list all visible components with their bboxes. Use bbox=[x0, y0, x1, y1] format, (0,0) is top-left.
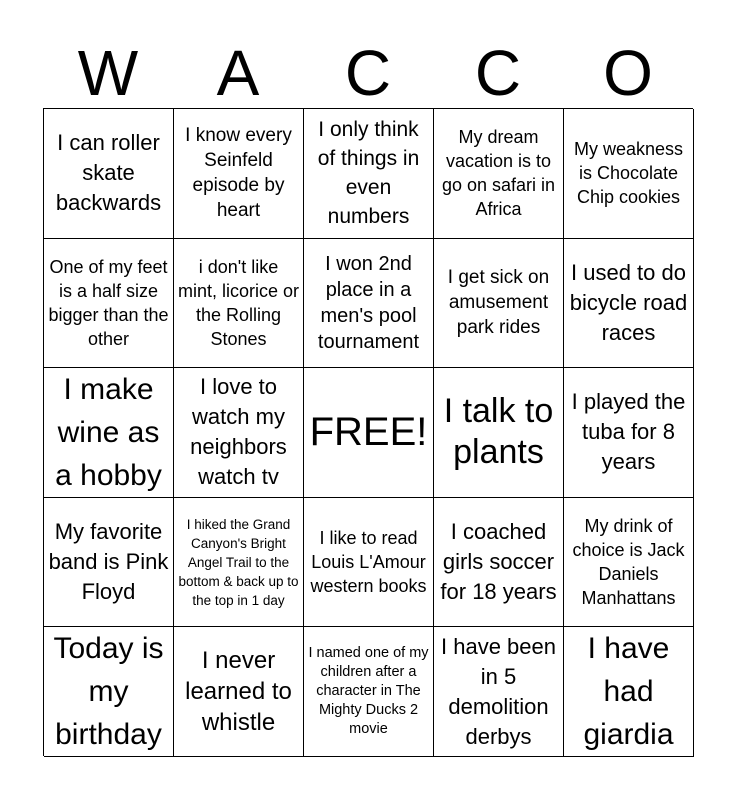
bingo-cell[interactable] bbox=[174, 239, 304, 369]
bingo-cell[interactable] bbox=[564, 109, 694, 239]
bingo-cell[interactable] bbox=[564, 627, 694, 757]
cell-text: I like to read Louis L'Amour western books bbox=[310, 528, 427, 597]
cell-text: I hiked the Grand Canyon's Bright Angel Trail to the bottom & back up to the top in 1 day bbox=[178, 516, 299, 608]
bingo-board bbox=[43, 108, 693, 756]
header-letter-c: C bbox=[344, 37, 392, 109]
cell-text: I can roller skate backwards bbox=[55, 130, 162, 216]
bingo-cell[interactable] bbox=[564, 239, 694, 369]
bingo-cell[interactable] bbox=[434, 368, 564, 498]
cell-text: I have had giardia bbox=[583, 632, 674, 752]
bingo-header bbox=[43, 38, 693, 108]
bingo-cell[interactable] bbox=[304, 239, 434, 369]
cell-text: My dream vacation is to go on safari in Africa bbox=[441, 127, 556, 220]
cell-text: I won 2nd place in a men's pool tournament bbox=[317, 252, 420, 353]
cell-text: I know every Seinfeld episode by heart bbox=[185, 125, 292, 222]
header-letter-a: A bbox=[216, 37, 260, 109]
cell-text: My weakness is Chocolate Chip cookies bbox=[573, 139, 684, 208]
cell-text: I only think of things in even numbers bbox=[317, 118, 420, 229]
bingo-cell[interactable] bbox=[44, 239, 174, 369]
bingo-cell[interactable] bbox=[434, 627, 564, 757]
cell-text: I never learned to whistle bbox=[185, 647, 292, 737]
bingo-cell[interactable] bbox=[174, 368, 304, 498]
cell-text: I named one of my children after a character in The Mighty Ducks 2 movie bbox=[308, 645, 429, 738]
cell-text: Today is my birthday bbox=[53, 632, 164, 752]
cell-text: I played the tuba for 8 years bbox=[571, 389, 686, 475]
free-space[interactable] bbox=[304, 368, 434, 498]
header-letter-c-2: C bbox=[474, 37, 522, 109]
bingo-cell[interactable] bbox=[304, 498, 434, 628]
bingo-cell[interactable] bbox=[304, 109, 434, 239]
cell-text: I have been in 5 demolition derbys bbox=[441, 633, 556, 749]
cell-text: One of my feet is a half size bigger than the other bbox=[48, 256, 169, 349]
cell-text: I love to watch my neighbors watch tv bbox=[190, 374, 287, 490]
free-space-label: FREE! bbox=[309, 410, 428, 455]
header-letter-o: O bbox=[603, 37, 653, 109]
bingo-cell[interactable] bbox=[174, 498, 304, 628]
cell-text: My favorite band is Pink Floyd bbox=[48, 519, 169, 605]
bingo-cell[interactable] bbox=[44, 368, 174, 498]
cell-text: I coached girls soccer for 18 years bbox=[440, 519, 557, 605]
cell-text: I talk to plants bbox=[443, 392, 554, 472]
bingo-cell[interactable] bbox=[44, 109, 174, 239]
bingo-cell[interactable] bbox=[44, 627, 174, 757]
bingo-cell[interactable] bbox=[44, 498, 174, 628]
cell-text: I get sick on amusement park rides bbox=[447, 267, 550, 339]
bingo-cell[interactable] bbox=[564, 368, 694, 498]
bingo-cell[interactable] bbox=[174, 109, 304, 239]
bingo-cell[interactable] bbox=[564, 498, 694, 628]
bingo-cell[interactable] bbox=[434, 498, 564, 628]
cell-text: i don't like mint, licorice or the Rolling Stones bbox=[177, 256, 300, 349]
cell-text: My drink of choice is Jack Daniels Manhattans bbox=[572, 516, 685, 609]
bingo-cell[interactable] bbox=[434, 239, 564, 369]
bingo-cell[interactable] bbox=[174, 627, 304, 757]
header-letter-w: W bbox=[77, 37, 139, 109]
cell-text: I used to do bicycle road races bbox=[569, 259, 688, 345]
bingo-cell[interactable] bbox=[434, 109, 564, 239]
bingo-cell[interactable] bbox=[304, 627, 434, 757]
cell-text: I make wine as a hobby bbox=[55, 372, 162, 492]
